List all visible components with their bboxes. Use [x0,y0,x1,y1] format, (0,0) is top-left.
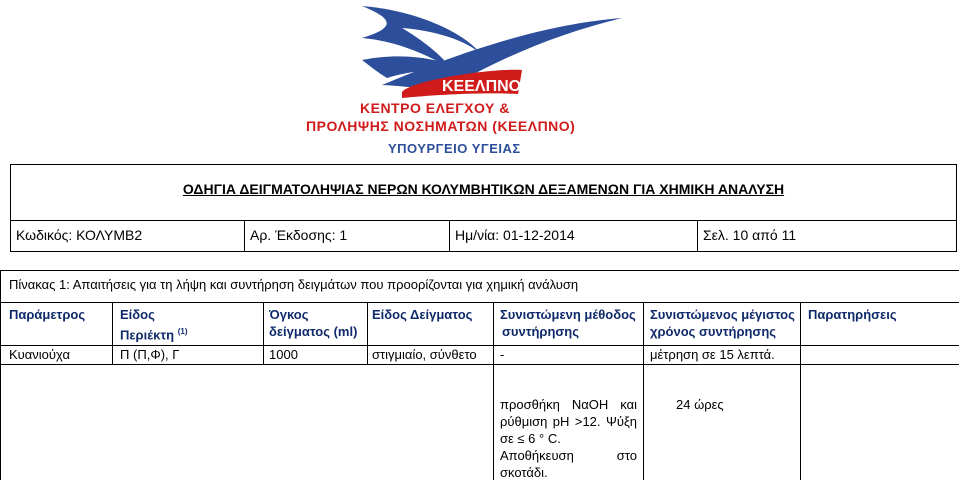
table-divider [0,364,959,365]
column-header-notes: Παρατηρήσεις [808,307,897,322]
cell-max-time-detail: 24 ώρες [676,397,724,412]
cell-method-detail: προσθήκη ΝαΟΗ και ρύθμιση pH >12. Ψύξη σε ≤ 6 ° C. Αποθήκευση στο σκοτάδι. [500,397,637,480]
cell-parameter: Κυανιούχα [9,347,71,362]
document-date: Ημ/νία: 01-12-2014 [455,227,575,243]
header-divider [10,220,957,221]
cell-container: Π (Π,Φ), Γ [120,347,180,362]
logo-ministry: ΥΠΟΥΡΓΕΙΟ ΥΓΕΙΑΣ [388,141,521,156]
cell-sample-type: στιγμιαίο, σύνθετο [372,347,477,362]
page-number: Σελ. 10 από 11 [703,227,797,243]
document-edition: Αρ. Έκδοσης: 1 [250,227,348,243]
document-code: Κωδικός: ΚΟΛΥΜΒ2 [16,227,143,243]
column-divider [800,302,801,480]
table-caption: Πίνακας 1: Απαιτήσεις για τη λήψη και συντήρηση δειγμάτων που προορίζονται για χημική ανάλυση [9,277,579,292]
logo-subtitle-line2: ΠΡΟΛΗΨΗΣ ΝΟΣΗΜΑΤΩΝ (ΚΕΕΛΠΝΟ) [306,118,576,134]
document-title: ΟΔΗΓΙΑ ΔΕΙΓΜΑΤΟΛΗΨΙΑΣ ΝΕΡΩΝ ΚΟΛΥΜΒΗΤΙΚΩΝ ΔΕΞΑΜΕΝΩΝ ΓΙΑ ΧΗΜΙΚΗ ΑΝΑΛΥΣΗ [182,181,785,197]
column-divider [493,302,494,480]
cell-method: - [500,347,505,362]
header-cell-divider [697,220,698,252]
logo-subtitle-line1: ΚΕΝΤΡΟ ΕΛΕΓΧΟΥ & [360,100,510,116]
header-cell-divider [244,220,245,252]
column-header-container: Είδος Περιέκτη $^{(1)}$ [120,307,188,343]
table-divider [0,302,959,303]
cell-volume: 1000 [269,347,298,362]
column-divider [112,302,113,365]
column-header-volume: Όγκος δείγματος (ml) [269,307,358,339]
keelpno-logo [292,0,640,160]
column-divider [367,302,368,365]
header-cell-divider [449,220,450,252]
brand-text: ΚΕΕΛΠΝΟ [442,78,522,95]
column-header-parameter: Παράμετρος [9,307,86,322]
column-header-max-time: Συνιστώμενος μέγιστος χρόνος συντήρησης [650,307,795,339]
column-divider [643,302,644,480]
column-header-preservation-method: Συνιστώμενη μέθοδος συντήρησης [500,307,636,339]
column-divider [263,302,264,365]
footnote-marker: (1) [177,327,188,336]
cell-max-time: μέτρηση σε 15 λεπτά. [650,347,775,362]
column-header-sample-type: Είδος Δείγματος [372,307,473,322]
